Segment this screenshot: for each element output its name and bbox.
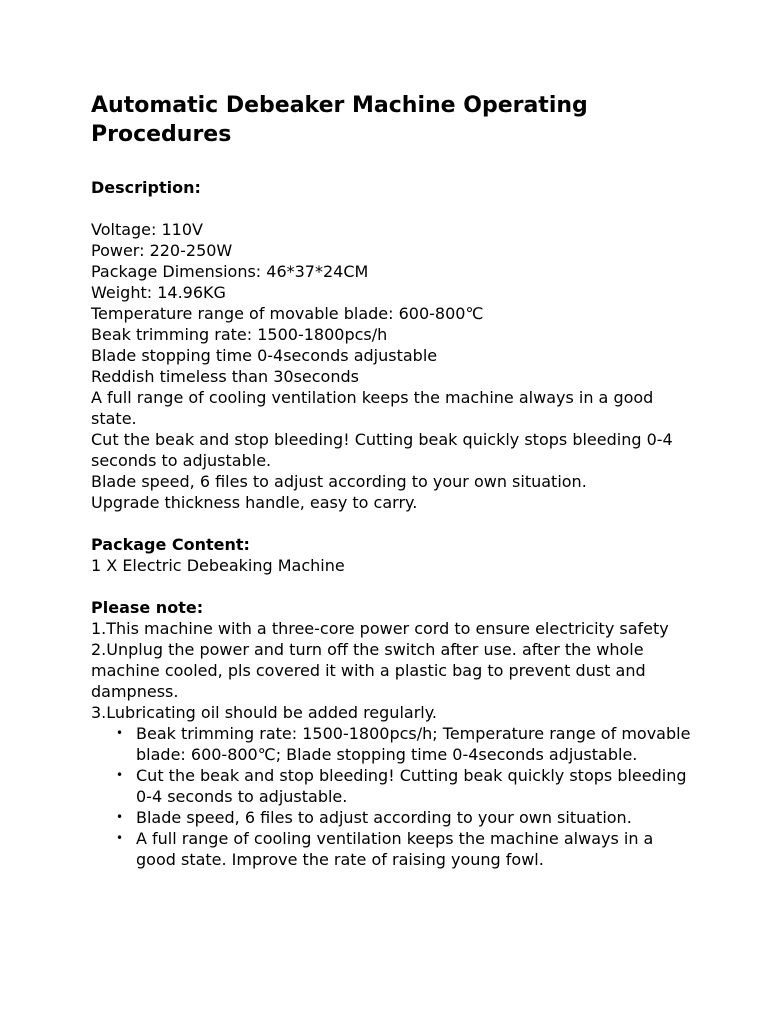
feature-blade-speed: Blade speed, 6 files to adjust according to your own situation.	[91, 472, 587, 491]
list-item	[116, 723, 691, 765]
note-line-3: 3.Lubricating oil should be added regularly.	[91, 703, 437, 722]
spec-package-dimensions: Package Dimensions: 46*37*24CM	[91, 262, 369, 281]
spec-weight: Weight: 14.96KG	[91, 283, 226, 302]
list-item-text: Cut the beak and stop bleeding! Cutting beak quickly stops bleeding 0-4 seconds to adjustable.	[136, 766, 687, 806]
spec-blade-stopping-time: Blade stopping time 0-4seconds adjustable	[91, 346, 438, 365]
bullet-icon: •	[116, 726, 124, 740]
feature-handle: Upgrade thickness handle, easy to carry.	[91, 493, 418, 512]
package-heading: Package Content:	[91, 535, 250, 554]
list-item-text: A full range of cooling ventilation keeps the machine always in a good state. Improve the rate of raising young fowl.	[136, 829, 654, 869]
note-heading: Please note:	[91, 598, 204, 617]
feature-cooling-ventilation: A full range of cooling ventilation keeps the machine always in a good state.	[91, 388, 654, 428]
bullet-icon: •	[116, 810, 124, 824]
list-item-text: Beak trimming rate: 1500-1800pcs/h; Temperature range of movable blade: 600-800℃; Blade stopping time 0-4seconds adjustable.	[136, 724, 691, 764]
spacer	[91, 576, 691, 597]
spec-reddish-time: Reddish timeless than 30seconds	[91, 367, 359, 386]
list-item	[116, 807, 691, 828]
bullet-icon: •	[116, 768, 124, 782]
spec-temperature-range: Temperature range of movable blade: 600-800℃	[91, 304, 484, 323]
spec-trimming-rate: Beak trimming rate: 1500-1800pcs/h	[91, 325, 388, 344]
list-item	[116, 765, 691, 807]
bullet-list	[91, 723, 691, 870]
spacer	[91, 513, 691, 534]
document-page	[91, 91, 691, 870]
package-item: 1 X Electric Debeaking Machine	[91, 556, 345, 575]
list-item-text: Blade speed, 6 files to adjust according to your own situation.	[136, 808, 632, 827]
note-line-1: 1.This machine with a three-core power cord to ensure electricity safety	[91, 619, 669, 638]
spacer	[91, 198, 691, 219]
spec-voltage: Voltage: 110V	[91, 220, 203, 239]
feature-stop-bleeding: Cut the beak and stop bleeding! Cutting beak quickly stops bleeding 0-4 seconds to adjustable.	[91, 430, 673, 470]
description-list	[91, 219, 691, 513]
note-line-2: 2.Unplug the power and turn off the switch after use. after the whole machine cooled, pls covered it with a plastic bag to prevent dust and dampness.	[91, 640, 646, 701]
document-title: Automatic Debeaker Machine Operating Procedures	[91, 93, 588, 147]
list-item	[116, 828, 691, 870]
spec-power: Power: 220-250W	[91, 241, 233, 260]
description-heading: Description:	[91, 178, 201, 197]
bullet-icon: •	[116, 831, 124, 845]
